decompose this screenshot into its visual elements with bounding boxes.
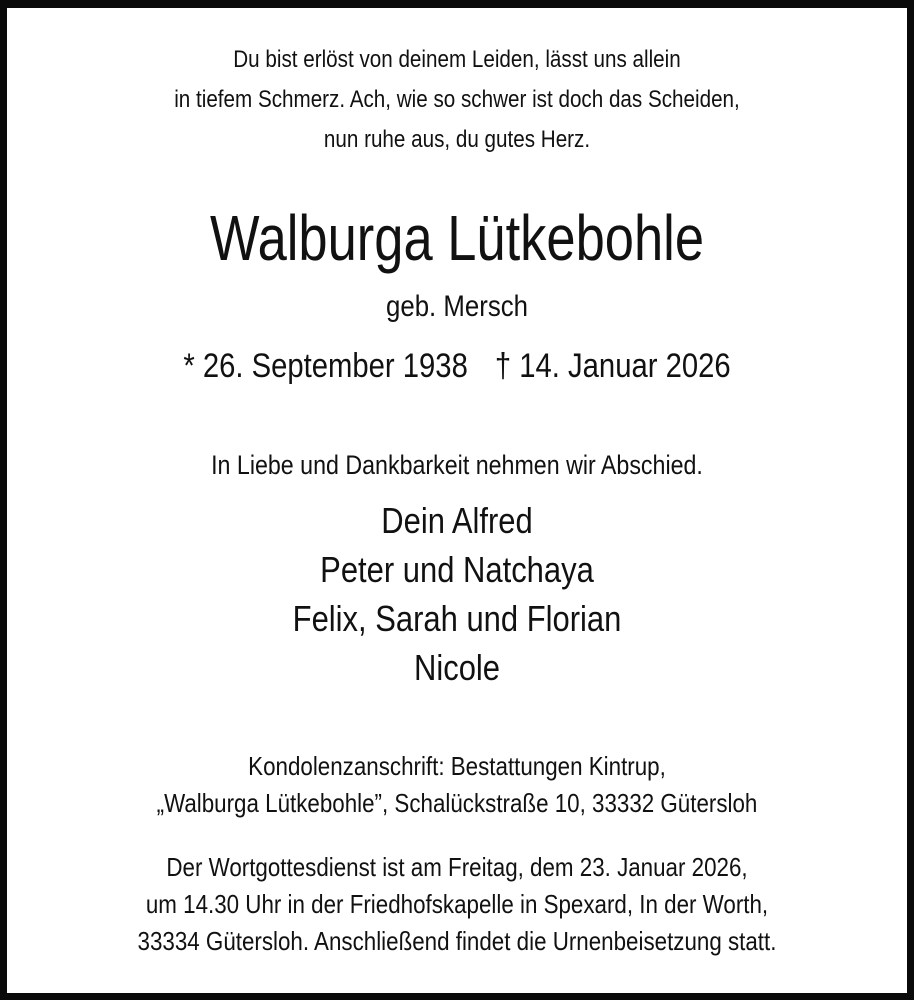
verse-line-3: nun ruhe aus, du gutes Herz. [323,126,591,153]
verse-line-1: Du bist erlöst von deinem Leiden, lässt uns allein [233,46,681,73]
condolence-address-line-1: Kondolenzanschrift: Bestattungen Kintrup, [248,751,666,781]
service-info-line-1: Der Wortgottesdienst ist am Freitag, dem 23. Januar 2026, [166,852,748,882]
service-info-line-3: 33334 Gütersloh. Anschließend findet die Urnenbeisetzung statt. [137,926,777,956]
mourner-2: Peter und Natchaya [320,549,594,590]
birth-name: geb. Mersch [386,290,528,323]
condolence-address-line-2: „Walburga Lütkebohle”, Schalückstraße 10, 33332 Gütersloh [156,788,758,818]
death-dagger-icon: † [494,347,512,385]
mourner-4: Nicole [413,647,501,688]
service-info-line-2: um 14.30 Uhr in der Friedhofskapelle in Spexard, In der Worth, [145,889,769,919]
farewell-text: In Liebe und Dankbarkeit nehmen wir Abschied. [211,450,703,480]
death-date: 14. Januar 2026 [519,347,731,385]
birth-date: 26. September 1938 [202,347,468,385]
verse-line-2: in tiefem Schmerz. Ach, wie so schwer ist doch das Scheiden, [174,86,740,113]
deceased-name: Walburga Lütkebohle [209,202,705,274]
birth-star-icon: * [183,347,195,385]
life-dates [70,349,844,383]
obituary-notice [7,8,907,993]
mourner-1: Dein Alfred [381,500,533,541]
mourner-3: Felix, Sarah und Florian [292,598,622,639]
